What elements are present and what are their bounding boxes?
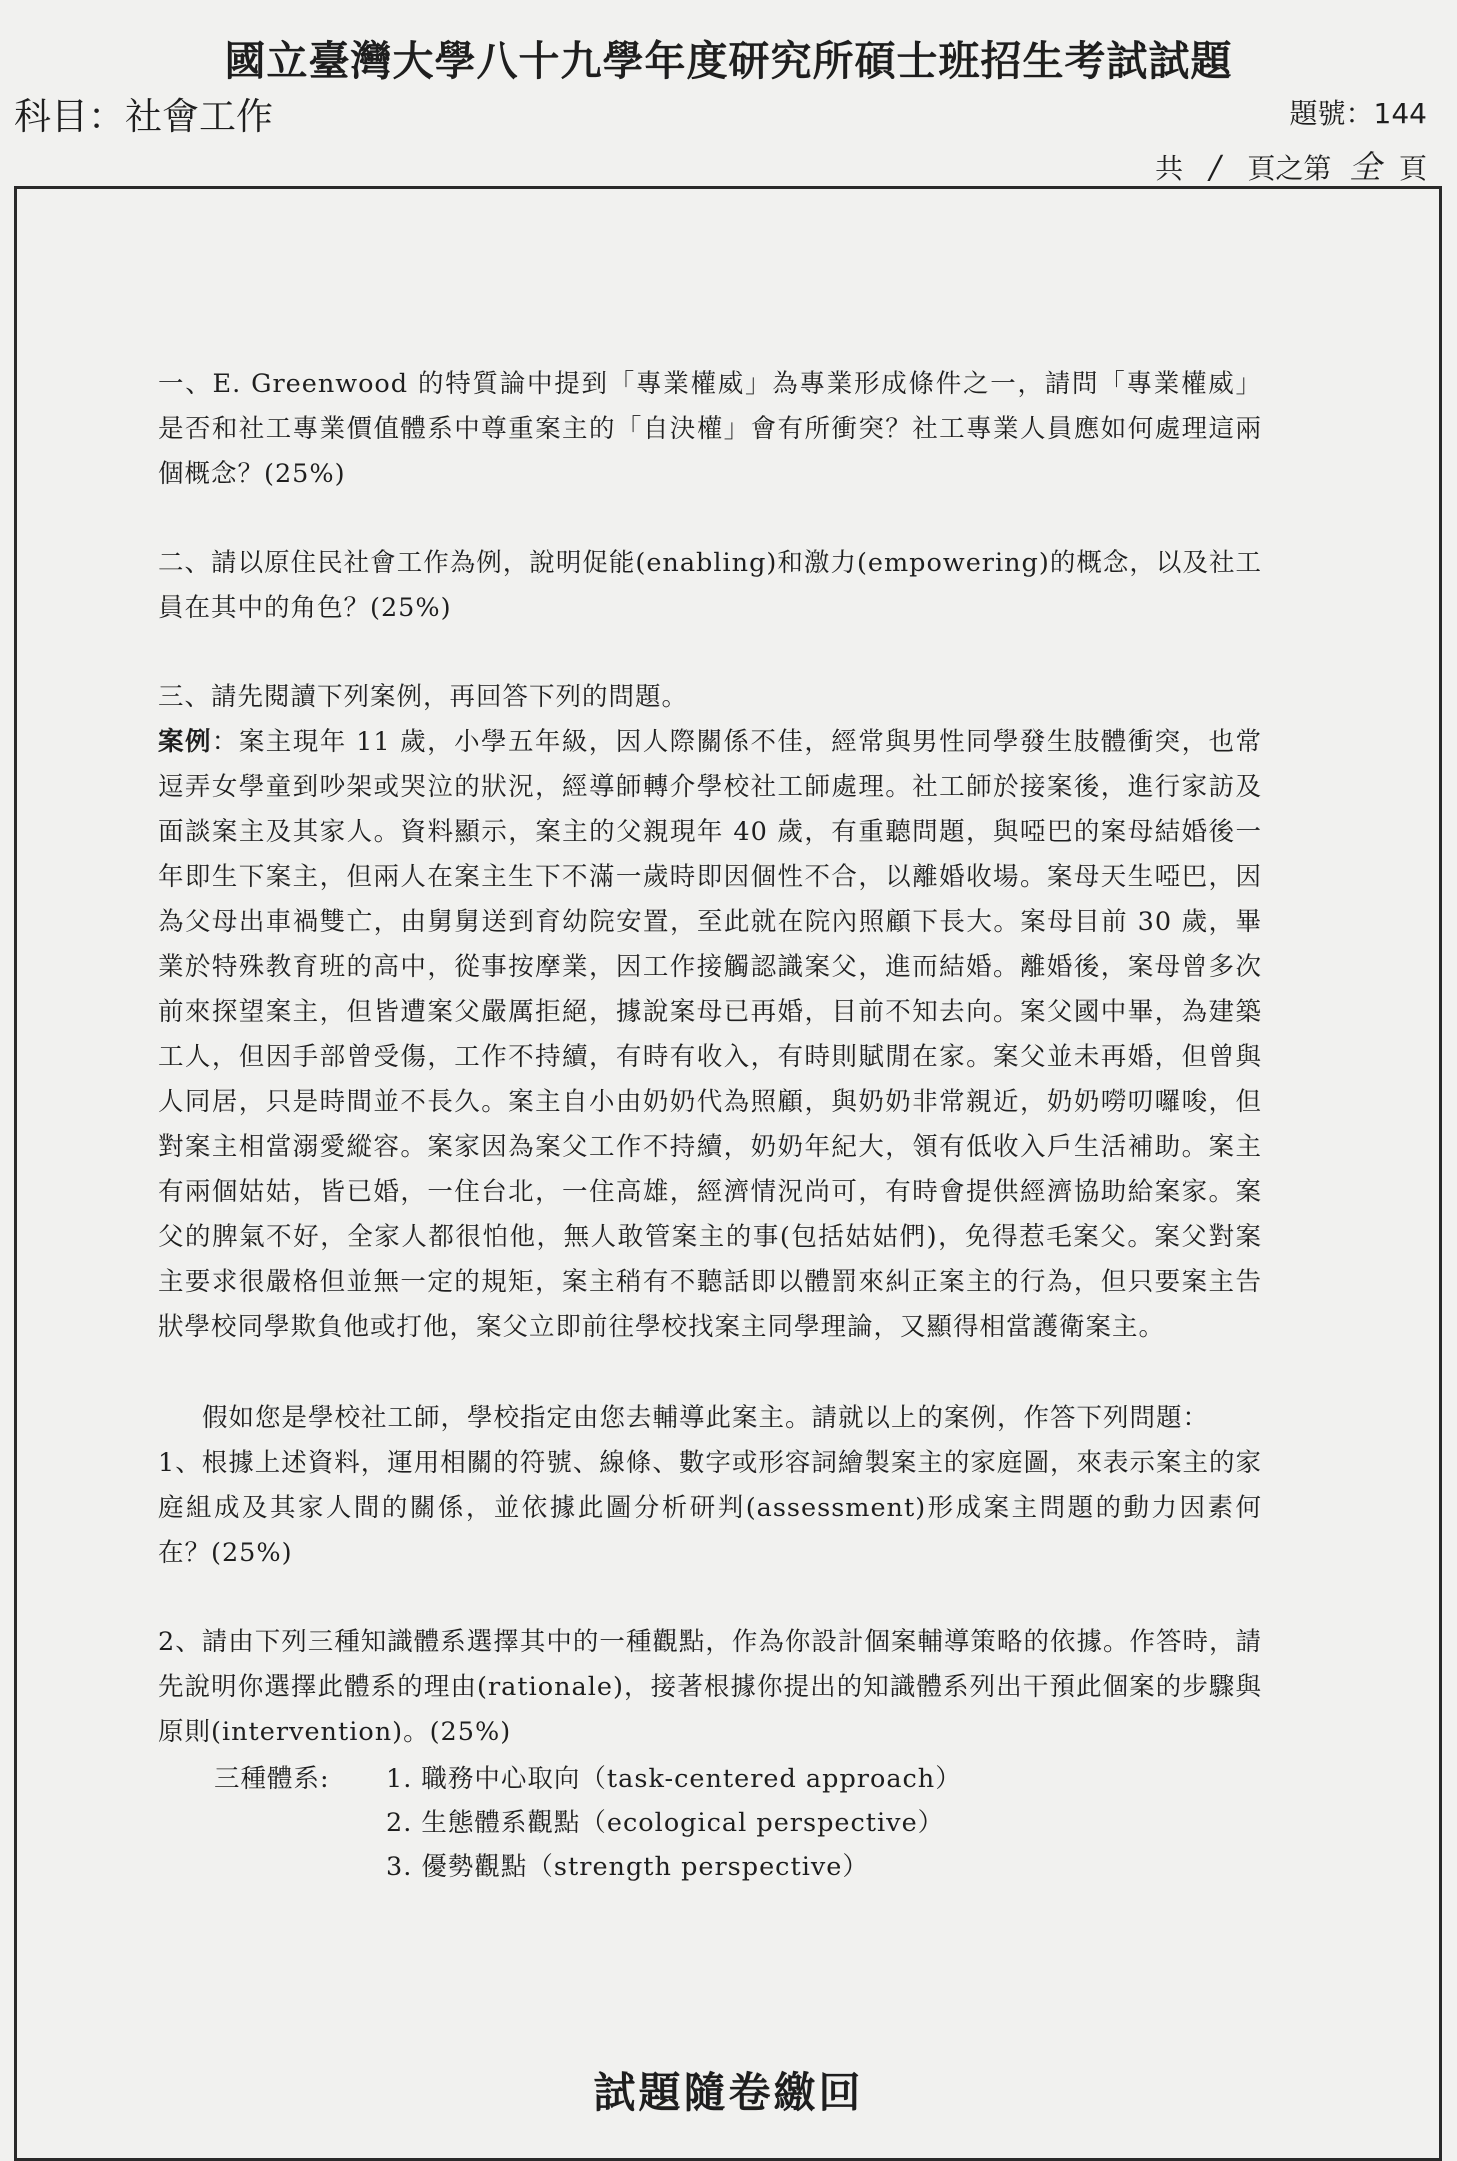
system-item: 2. 生態體系觀點（ecological perspective） (386, 1808, 945, 1838)
knowledge-systems-list (158, 1757, 1262, 1889)
page-current-value: 全 (1349, 148, 1382, 186)
question-1: 一、E. Greenwood 的特質論中提到「專業權威」為專業形成條件之一，請問「專業權威」是否和社工專業價值體系中尊重案主的「自決權」會有所衝突？社工專業人員應如何處理這兩個概念？(25%) (158, 369, 1262, 489)
return-notice: 試題隨卷繳回 (593, 2068, 864, 2117)
page-of-label: 頁之第 (1247, 152, 1332, 185)
sub-question-1: 1、根據上述資料，運用相關的符號、線條、數字或形容詞繪製案主的家庭圖，來表示案主的家庭組成及其家人間的關係，並依據此圖分析研判(assessment)形成案主問題的動力因素何在？(25%) (158, 1448, 1262, 1568)
question-3-intro: 三、請先閱讀下列案例，再回答下列的問題。 (158, 682, 689, 712)
system-item: 1. 職務中心取向（task-centered approach） (386, 1764, 962, 1794)
page-end-label: 頁 (1398, 152, 1427, 185)
case-label: 案例 (158, 727, 212, 757)
question-number: 題號：144 (1289, 97, 1427, 130)
systems-label: 三種體系: (214, 1764, 330, 1794)
question-2: 二、請以原住民社會工作為例，說明促能(enabling)和激力(empowering)的概念，以及社工員在其中的角色？(25%) (158, 548, 1262, 623)
page-info (1155, 142, 1427, 188)
sub-question-2: 2、請由下列三種知識體系選擇其中的一種觀點，作為你設計個案輔導策略的依據。作答時，請先說明你選擇此體系的理由(rationale)，接著根據你提出的知識體系列出干預此個案的步驟與原則(intervention)。(25%) (158, 1627, 1262, 1747)
subject-label: 科目：社會工作 (14, 95, 273, 138)
question-content (158, 362, 1262, 1889)
question-3-prompt: 假如您是學校社工師，學校指定由您去輔導此案主。請就以上的案例，作答下列問題： (202, 1403, 1210, 1433)
page-total-value: / (1209, 148, 1221, 186)
case-text: ：案主現年 11 歲，小學五年級，因人際關係不佳，經常與男性同學發生肢體衝突，也常逗弄女學童到吵架或哭泣的狀況，經導師轉介學校社工師處理。社工師於接案後，進行家訪及面談案主及其家人。資料顯示，案主的父親現年 40 歲，有重聽問題，與啞巴的案母結婚後一年即生下案主，但兩人在案主生下不滿一歲時即因個性不合，以離婚收場。案母天生啞巴，因為父母出車禍雙亡，由舅舅送到育幼院安置，至此就在院內照顧下長大。案母目前 30 歲，畢業於特殊教育班的高中，從事按摩業，因工作接觸認識案父，進而結婚。離婚後，案母曾多次前來探望案主，但皆遭案父嚴厲拒絕，據說案母已再婚，目前不知去向。案父國中畢，為建築工人，但因手部曾受傷，工作不持續，有時有收入，有時則賦閒在家。案父並未再婚，但曾與人同居，只是時間並不長久。案主自小由奶奶代為照顧，與奶奶非常親近，奶奶嘮叨囉唆，但對案主相當溺愛縱容。案家因為案父工作不持續，奶奶年紀大，領有低收入戶生活補助。案主有兩個姑姑，皆已婚，一住台北，一住高雄，經濟情況尚可，有時會提供經濟協助給案家。案父的脾氣不好，全家人都很怕他，無人敢管案主的事(包括姑姑們)，免得惹毛案父。案父對案主要求很嚴格但並無一定的規矩，案主稍有不聽話即以體罰來糾正案主的行為，但只要案主告狀學校同學欺負他或打他，案父立即前往學校找案主同學理論，又顯得相當護衛案主。 (158, 727, 1262, 1342)
system-item: 3. 優勢觀點（strength perspective） (386, 1852, 869, 1882)
page-total-label: 共 (1155, 152, 1184, 185)
case-paragraph (158, 720, 1262, 1350)
exam-title: 國立臺灣大學八十九學年度研究所碩士班招生考試試題 (224, 37, 1233, 85)
